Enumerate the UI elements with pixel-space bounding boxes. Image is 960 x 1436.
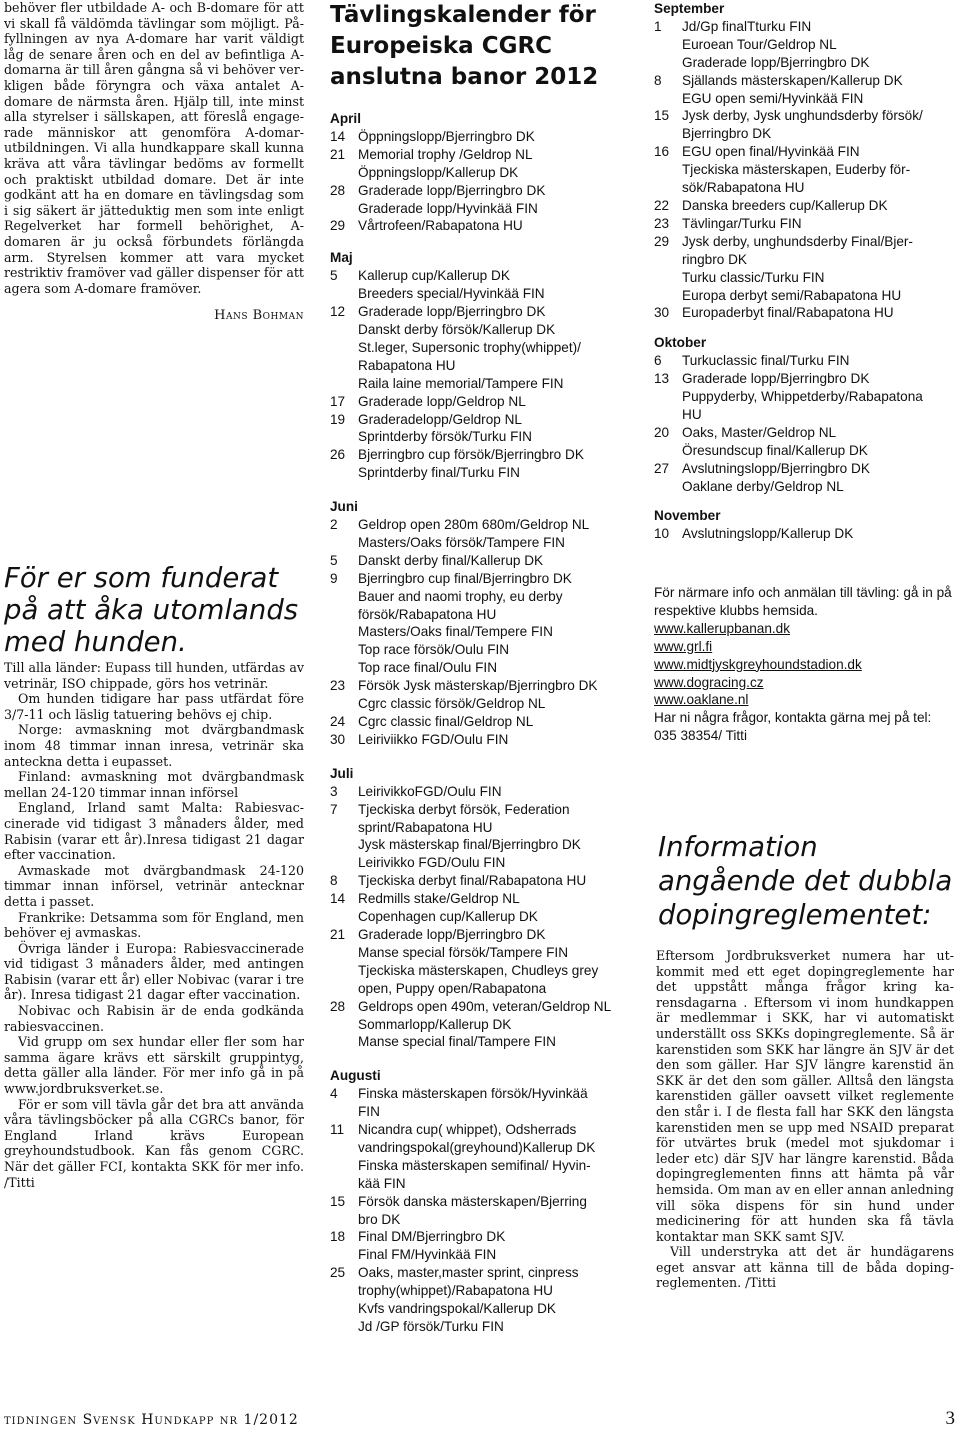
event-line: EGU open semi/Hyvinkää FIN	[682, 90, 864, 106]
event-line: Manse special final/Tampere FIN	[358, 1034, 556, 1050]
event-day: 26	[330, 447, 346, 463]
month-name: Maj	[330, 250, 353, 266]
event-line: Masters/Oaks försök/Tampere FIN	[358, 534, 565, 550]
calendar-event	[654, 352, 956, 370]
calendar-event	[654, 215, 956, 233]
calendar-month	[330, 498, 632, 749]
event-line: Graderade lopp/Bjerringbro DK	[682, 371, 870, 387]
event-line: Bauer and naomi trophy, eu derby	[358, 588, 563, 604]
event-line: EGU open final/Hyvinkää FIN	[682, 144, 860, 160]
event-line: Puppyderby, Whippetderby/Rabapatona	[682, 389, 923, 405]
event-line: HU	[682, 406, 702, 422]
event-line: Rabapatona HU	[358, 357, 456, 373]
event-day: 30	[330, 731, 346, 747]
event-line: ringbro DK	[682, 251, 747, 267]
event-line: Oaks, master,master sprint, cinpress	[358, 1265, 579, 1281]
calendar-event	[654, 304, 956, 322]
calendar-event	[654, 370, 956, 424]
event-line: Europaderbyt final/Rabapatona HU	[682, 305, 894, 321]
page-footer	[4, 1408, 956, 1429]
calendar-event	[330, 1121, 632, 1193]
event-line: Finska mästerskapen semifinal/ Hyvin-	[358, 1157, 591, 1173]
event-day: 5	[330, 268, 338, 284]
event-line: Turkuclassic final/Turku FIN	[682, 353, 850, 369]
event-day: 23	[654, 215, 670, 231]
event-line: Avslutningslopp/Kallerup DK	[682, 526, 854, 542]
calendar-column-middle	[330, 0, 632, 1334]
event-line: Kallerup cup/Kallerup DK	[358, 268, 510, 284]
event-day: 15	[330, 1193, 346, 1209]
event-day: 30	[654, 305, 670, 321]
club-link[interactable]: www.midtjyskgreyhoundstadion.dk	[654, 656, 862, 672]
calendar-event	[330, 217, 632, 235]
calendar-event	[654, 107, 956, 143]
doping-heading: Information angående det dubbla dopingreglementet:	[658, 831, 953, 931]
calendar-event	[330, 446, 632, 482]
event-day: 4	[330, 1086, 338, 1102]
event-line: Själlands mästerskapen/Kallerup DK	[682, 72, 903, 88]
month-name: Juli	[330, 765, 354, 781]
month-name: April	[330, 111, 361, 126]
paragraph: Avmaskade mot dvärgbandmask 24-120 timmar innan införsel, vetrinär antecknar detta i passet.	[4, 862, 304, 909]
calendar-months-right	[654, 0, 956, 543]
calendar-event	[330, 872, 632, 890]
event-day: 25	[330, 1265, 346, 1281]
event-line: Avslutningslopp/Bjerringbro DK	[682, 460, 870, 476]
calendar-event	[654, 143, 956, 197]
calendar-event	[330, 182, 632, 218]
event-line: Bjerringbro cup försök/Bjerringbro DK	[358, 447, 584, 463]
event-line: Graderade lopp/Bjerringbro DK	[682, 54, 870, 70]
event-day: 14	[330, 891, 346, 907]
event-day: 3	[330, 783, 338, 799]
paragraph: Övriga länder i Europa: Rabiesvaccinerade vid tidigast 3 månaders ålder, med antingen Rabisin (varar ett år) eller Nobivac (varar i tre år). Inresa tidigast 21 dagar efter vaccination.	[4, 940, 304, 1003]
event-line: kää FIN	[358, 1175, 406, 1191]
event-line: Jd/Gp finalTturku FIN	[682, 18, 812, 34]
calendar-event	[654, 18, 956, 72]
calendar-event	[330, 783, 632, 801]
event-line: Graderadelopp/Geldrop NL	[358, 411, 522, 427]
event-line: Copenhagen cup/Kallerup DK	[358, 909, 538, 925]
event-line: Tjeckiska mästerskapen, Euderby för-	[682, 162, 911, 178]
event-line: Försök danska mästerskapen/Bjerring	[358, 1193, 587, 1209]
event-line: Final FM/Hyvinkää FIN	[358, 1247, 497, 1263]
event-day: 12	[330, 304, 346, 320]
event-line: Öppningslopp/Kallerup DK	[358, 164, 519, 180]
event-line: Europa derbyt semi/Rabapatona HU	[682, 287, 902, 303]
event-line: Graderade lopp/Bjerringbro DK	[358, 182, 546, 198]
event-line: Jd /GP försök/Turku FIN	[358, 1319, 504, 1334]
month-name: Oktober	[654, 335, 707, 351]
calendar-event	[330, 998, 632, 1052]
month-name: November	[654, 508, 721, 524]
event-line: open, Puppy open/Rabapatona	[358, 980, 547, 996]
event-line: Sprintderby final/Turku FIN	[358, 465, 520, 481]
event-line: LeirivikkoFGD/Oulu FIN	[358, 783, 502, 799]
info-text: För närmare info och anmälan till tävling: gå in på respektive klubbs hemsida.	[654, 585, 952, 618]
event-line: Manse special försök/Tampere FIN	[358, 944, 569, 960]
event-day: 21	[330, 926, 346, 942]
event-line: Cgrc classic final/Geldrop NL	[358, 714, 534, 729]
event-day: 16	[654, 144, 670, 160]
calendar-event	[330, 128, 632, 146]
event-day: 27	[654, 460, 670, 476]
event-line: Sprintderby försök/Turku FIN	[358, 429, 533, 445]
calendar-info	[654, 584, 956, 745]
month-name: September	[654, 1, 725, 16]
paragraph: Vill understryka att det är hundägarens eget ansvar att känna till de båda dopingreglementen. /Titti	[656, 1244, 954, 1291]
calendar-event	[330, 731, 632, 749]
calendar-event	[330, 303, 632, 393]
calendar-event	[330, 1085, 632, 1121]
paragraph: Vid grupp om sex hundar eller fler som har samma ägare krävs ett särskilt gruppintyg, detta gäller alla länder. För mer info gå in på www.jordbruksverket.se.	[4, 1034, 304, 1097]
event-line: Oaks, Master/Geldrop NL	[682, 424, 837, 440]
event-line: Turku classic/Turku FIN	[682, 269, 825, 285]
event-line: Final DM/Bjerringbro DK	[358, 1229, 506, 1245]
event-line: vandringspokal(greyhound)Kallerup DK	[358, 1139, 596, 1155]
event-day: 6	[654, 353, 662, 369]
calendar-month	[654, 507, 956, 543]
calendar-month	[654, 334, 956, 495]
paragraph: För er som vill tävla går det bra att använda våra tävlingsböcker på alla CGRCs banor, för England Irland krävs European greyhoundstudbook. Kan fås genom CGRC. När det gäller FCI, kontakta SKK för mer info. /Titti	[4, 1096, 304, 1190]
event-line: sök/Rabapatona HU	[682, 180, 805, 196]
calendar-month	[330, 1067, 632, 1336]
calendar-month	[330, 110, 632, 235]
paragraph: England, Irland samt Malta: Rabiesvaccinerade vid tidigast 3 månaders ålder, med Rabisin (varar ett år).Inresa tidigast 21 dagar efter vaccination.	[4, 800, 304, 863]
event-day: 1	[654, 18, 662, 34]
calendar-event	[330, 393, 632, 411]
event-line: Top race försök/Oulu FIN	[358, 642, 510, 658]
event-day: 29	[330, 218, 346, 234]
calendar-event	[330, 1193, 632, 1229]
calendar-event	[330, 677, 632, 713]
event-day: 8	[330, 873, 338, 889]
author-signature: Hans Bohman	[214, 308, 304, 324]
event-line: Leirivikko FGD/Oulu FIN	[358, 855, 506, 871]
event-day: 15	[654, 108, 670, 124]
event-day: 11	[330, 1122, 345, 1138]
club-links	[654, 620, 956, 710]
calendar-month	[330, 765, 632, 1052]
calendar-title: Tävlingskalender för Europeiska CGRC anslutna banor 2012	[330, 2, 599, 90]
calendar-event	[330, 926, 632, 998]
calendar-event	[330, 267, 632, 303]
page-number: 3	[945, 1408, 956, 1429]
event-line: Tävlingar/Turku FIN	[682, 215, 802, 231]
event-line: Kvfs vandringspokal/Kallerup DK	[358, 1301, 556, 1317]
column-left	[4, 0, 304, 324]
calendar-month	[330, 249, 632, 482]
event-day: 14	[330, 128, 346, 144]
event-line: Jysk derby, unghundsderby Final/Bjer-	[682, 233, 913, 249]
event-line: Tjeckiska mästerskapen, Chudleys grey	[358, 962, 599, 978]
club-link[interactable]: www.grl.fi	[654, 638, 713, 654]
event-day: 7	[330, 801, 338, 817]
event-line: Bjerringbro cup final/Bjerringbro DK	[358, 570, 572, 586]
calendar-event	[654, 72, 956, 108]
event-line: Tjeckiska derbyt final/Rabapatona HU	[358, 873, 587, 889]
event-line: Danskt derby försök/Kallerup DK	[358, 321, 556, 337]
event-line: Sommarlopp/Kallerup DK	[358, 1016, 512, 1032]
event-line: St.leger, Supersonic trophy(whippet)/	[358, 339, 581, 355]
calendar-event	[330, 713, 632, 731]
event-day: 20	[654, 424, 670, 440]
event-day: 28	[330, 182, 346, 198]
event-line: sprint/Rabapatona HU	[358, 819, 493, 835]
paragraph: Om hunden tidigare har pass utfärdat före 3/7-11 och läslig tatuering behövs ej chip.	[4, 691, 304, 722]
club-link[interactable]: www.oaklane.nl	[654, 692, 749, 708]
doping-article	[656, 948, 954, 1291]
calendar-event	[654, 424, 956, 460]
travel-article	[4, 660, 304, 1190]
event-line: Graderade lopp/Bjerringbro DK	[358, 926, 546, 942]
intro-text: behöver fler utbildade A- och B-domare för att vi skall få väldömda tävlingar som möjligt. Påfyllningen av nya A-domare har varit väldigt låg de senare åren och en del av befintliga A-domarna är till åren gångna så vi behöver verkligen både föryngra och växa antalet A-domare de närmsta åren. Hjälp till, inte minst alla styrelser i sällskapen, att föreslå engagerade människor att genomföra A-domarutbildningen. Vi alla hundkappare skall kunna kräva att våra tävlingar bedöms av formellt och praktiskt utbildad domare. Det är inte godkänt att ha en domare en tävlingsdag som i sig säkert är jätteduktig men som inte enligt Regelverket har formell behörighet, A-domaren är ju också förbundets förlängda arm. Styrelsen kommer att vara mycket restriktiv framöver vad gäller dispenser för att agera som A-domare framöver.	[4, 0, 304, 296]
event-line: Oaklane derby/Geldrop NL	[682, 478, 844, 494]
event-day: 9	[330, 570, 338, 586]
event-line: bro DK	[358, 1211, 401, 1227]
event-day: 10	[654, 526, 670, 542]
intro-article	[4, 0, 304, 324]
club-link[interactable]: www.dogracing.cz	[654, 674, 764, 690]
event-line: Masters/Oaks final/Tempere FIN	[358, 624, 553, 640]
calendar-event	[654, 197, 956, 215]
event-day: 24	[330, 714, 346, 729]
calendar-event	[330, 570, 632, 677]
event-line: Graderade lopp/Bjerringbro DK	[358, 304, 546, 320]
calendar-event	[330, 1228, 632, 1264]
publication-name: tidningen Svensk Hundkapp nr 1/2012	[4, 1412, 299, 1428]
calendar-event	[654, 233, 956, 305]
event-line: Danska breeders cup/Kallerup DK	[682, 197, 888, 213]
event-day: 17	[330, 393, 346, 409]
calendar-event	[330, 146, 632, 182]
paragraph: Eftersom Jordbruksverket numera har utkommit med ett eget dopingreglemente har det uppstått många frågor kring karensdagarna . Eftersom vi inom hundkappen är medlemmar i SKK, har vi automatiskt underställt oss SKKs dopingreglemente. Så är karenstiden som SKK har längre än SJV är det den som gäller. Har SJV längre karenstid än SKK är det den som gäller. Alltså den längsta karenstiden gäller oavsett vilket reglemente den står i. I de flesta fall har SKK den längsta karenstiden men se upp med NSAID preparat för utvärtes bruk (medel mot sjukdomar i leder etc) där SJV har längre karenstid. Båda dopingreglementen finns att hämta på vår hemsida. Om man av en eller annan anledning vill söka dispens för sin hund under medicinering för att hunden ska få tävla kontaktar man SKK samt SJV.	[656, 948, 954, 1244]
calendar-month	[654, 0, 956, 322]
event-line: Redmills stake/Geldrop NL	[358, 891, 520, 907]
event-day: 29	[654, 233, 670, 249]
event-day: 5	[330, 552, 338, 568]
calendar-event	[330, 552, 632, 570]
calendar-event	[330, 1264, 632, 1336]
event-line: Top race final/Oulu FIN	[358, 660, 498, 676]
event-line: Graderade lopp/Geldrop NL	[358, 393, 526, 409]
paragraph: Frankrike: Detsamma som för England, men behöver ej avmaskas.	[4, 909, 304, 941]
contact-text: Har ni några frågor, kontakta gärna mej på tel: 035 38354/ Titti	[654, 710, 932, 744]
event-line: FIN	[358, 1104, 380, 1120]
club-link[interactable]: www.kallerupbanan.dk	[654, 620, 791, 636]
month-name: Juni	[330, 499, 358, 515]
event-line: Finska mästerskapen försök/Hyvinkää	[358, 1086, 588, 1102]
event-line: Vårtrofeen/Rabapatona HU	[358, 218, 523, 234]
calendar-event	[654, 460, 956, 496]
event-line: Öresundscup final/Kallerup DK	[682, 442, 868, 458]
paragraph: Nobivac och Rabisin är de enda godkända rabiesvaccinen.	[4, 1003, 304, 1034]
event-day: 2	[330, 517, 338, 533]
event-line: Danskt derby final/Kallerup DK	[358, 552, 544, 568]
travel-heading: För er som funderat på att åka utomlands med hunden.	[4, 562, 299, 658]
event-line: trophy(whippet)/Rabapatona HU	[358, 1283, 553, 1299]
calendar-event	[330, 516, 632, 552]
event-line: Geldrops open 490m, veteran/Geldrop NL	[358, 998, 612, 1014]
event-day: 21	[330, 146, 346, 162]
event-line: Raila laine memorial/Tampere FIN	[358, 375, 564, 391]
calendar-months-middle	[330, 110, 632, 1336]
event-line: Öppningslopp/Bjerringbro DK	[358, 128, 535, 144]
calendar-event	[330, 411, 632, 447]
event-day: 19	[330, 411, 346, 427]
calendar-event	[330, 801, 632, 873]
event-line: Breeders special/Hyvinkää FIN	[358, 286, 545, 302]
paragraph: Finland: avmaskning mot dvärgbandmask mellan 24-120 timmar innan införsel	[4, 769, 304, 800]
event-line: Bjerringbro DK	[682, 126, 772, 142]
event-day: 28	[330, 998, 346, 1014]
event-line: Jysk mästerskap final/Bjerringbro DK	[358, 837, 581, 853]
event-line: Leiriviikko FGD/Oulu FIN	[358, 731, 509, 747]
event-day: 8	[654, 72, 662, 88]
event-line: Försök Jysk mästerskap/Bjerringbro DK	[358, 678, 598, 694]
event-line: Geldrop open 280m 680m/Geldrop NL	[358, 517, 590, 533]
event-day: 23	[330, 678, 346, 694]
calendar-event	[330, 890, 632, 926]
event-line: Cgrc classic försök/Geldrop NL	[358, 696, 546, 712]
event-line: Jysk derby, Jysk unghundsderby försök/	[682, 108, 923, 124]
event-line: Memorial trophy /Geldrop NL	[358, 146, 533, 162]
event-line: Nicandra cup( whippet), Odsherrads	[358, 1122, 577, 1138]
calendar-event	[654, 525, 956, 543]
event-line: Graderade lopp/Hyvinkää FIN	[358, 200, 538, 216]
event-day: 18	[330, 1229, 346, 1245]
event-line: försök/Rabapatona HU	[358, 606, 497, 622]
month-name: Augusti	[330, 1068, 381, 1084]
paragraph: Till alla länder: Eupass till hunden, utfärdas av vetrinär, ISO chippade, görs hos vetrinär.	[4, 660, 304, 691]
event-day: 22	[654, 197, 670, 213]
paragraph: Norge: avmaskning mot dvärgbandmask inom 48 timmar innan inresa, vetrinär ska anteckna detta i eupasset.	[4, 722, 304, 769]
event-line: Tjeckiska derbyt försök, Federation	[358, 801, 570, 817]
event-day: 13	[654, 371, 670, 387]
event-line: Euroean Tour/Geldrop NL	[682, 36, 837, 52]
